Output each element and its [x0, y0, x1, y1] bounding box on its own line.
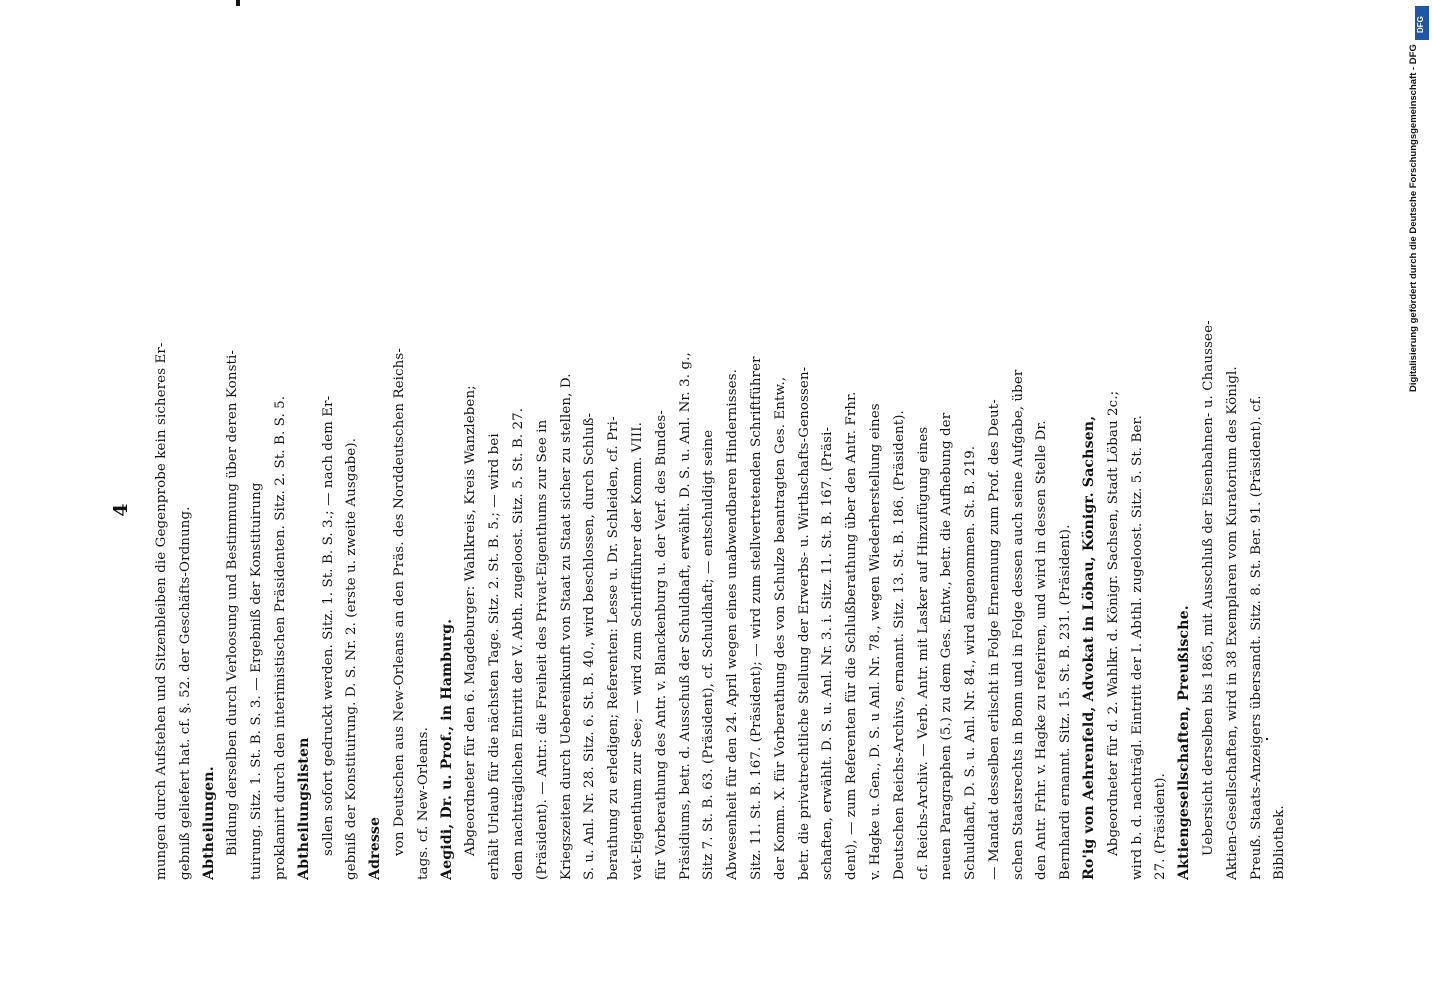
text-line: tags. cf. New-Orleans.: [415, 727, 431, 880]
text-line: dem nachträglichen Eintritt der V. Abth. zugeloost. Sitz. 5. St. B. 27.: [510, 407, 526, 880]
text-line: Bibliothek.: [1272, 805, 1288, 880]
text-line: den Antr. Frhr. v. Hagke zu referiren, und wird in dessen Stelle Dr.: [1034, 420, 1050, 880]
text-line: Abgeordneter für den 6. Magdeburger: Wahlkreis, Kreis Wanzleben;: [463, 385, 479, 856]
text-line: Uebersicht derselben bis 1865, mit Ausschluß der Eisenbahnen- u. Chaussee-: [1201, 320, 1217, 856]
text-line: Abwesenheit für den 24. April wegen eines unabwendbaren Hindernisses.: [725, 368, 741, 880]
text-line: dent), — zum Referenten für die Schlußberathung über den Antr. Frhr.: [844, 391, 860, 880]
text-line: neuen Paragraphen (5.) zu dem Ges. Entw., betr. die Aufhebung der: [939, 412, 955, 880]
text-line: Abgeordneter für d. 2. Wahlkr. d. Königr. Sachsen, Stadt Löbau 2c.;: [1105, 390, 1121, 856]
scan-edge-mark: [236, 0, 240, 6]
scan-edge-mark: [1266, 738, 1268, 740]
text-line: Sitz. 11. St. B. 167. (Präsident); — wird zum stellvertretenden Schriftführer: [748, 356, 764, 880]
entry-heading: Adresse: [367, 816, 384, 880]
text-line: für Vorberathung des Antr. v. Blanckenburg u. der Verf. des Bundes-: [653, 409, 669, 880]
entry-heading: Aktiengesellschaften, Preußische.: [1176, 605, 1193, 880]
text-line: cf. Reichs-Archiv. — Verb. Antr. mit Lasker auf Hinzufügung eines: [915, 426, 931, 880]
text-line: Deutschen Reichs-Archivs, ernannt. Sitz. 13. St. B. 186. (Präsident).: [891, 410, 907, 880]
text-line: vat-Eigenthum zur See; — wird zum Schriftführer der Komm. VIII.: [629, 422, 645, 880]
text-line: wird b. d. nachträgl. Eintritt der I. Abthl. zugeloost. Sitz. 5. St. Ber.: [1129, 415, 1145, 880]
text-line: 27. (Präsident).: [1153, 773, 1169, 880]
text-line: tuirung. Sitz. 1. St. B. S. 3. — Ergebniß der Konstituirung: [249, 482, 265, 880]
entry-heading: Aegidi, Dr. u. Prof., in Hamburg.: [438, 618, 455, 880]
text-line: (Präsident). — Antr.: die Freiheit des Privat-Eigenthums zur See in: [534, 419, 550, 880]
text-line: der Komm. X. für Vorberathung des von Schulze beantragten Ges. Entw.,: [772, 376, 788, 880]
text-line: S. u. Anl. Nr. 28. Sitz. 6. St. B. 40., wird beschlossen, durch Schluß-: [582, 412, 598, 880]
text-line: Preuß. Staats-Anzeigers übersandt. Sitz. 8. St. Ber. 91. (Präsident). cf.: [1248, 395, 1264, 880]
text-line: Kriegszeiten durch Uebereinkunft von Staat zu Staat sicher zu stellen, D.: [558, 373, 574, 880]
text-line: gebniß der Konstituirung. D. S. Nr. 2. (erste u. zweite Ausgabe).: [344, 438, 360, 880]
text-line: schaften, erwählt. D. S. u. Anl. Nr. 3. i. Sitz. 11. St. B. 167. (Präsi-: [820, 426, 836, 880]
text-line: sollen sofort gedruckt werden. Sitz. 1. St. B. S. 3.; — nach dem Er-: [320, 395, 336, 856]
text-line: proklamirt durch den interimistischen Präsidenten. Sitz. 2. St. B. S. 5.: [272, 395, 288, 880]
entry-heading: Ro'ig von Aehrenfeld, Advokat in Löbau, Königr. Sachsen,: [1081, 415, 1098, 880]
text-line: Bernhardi ernannt. Sitz. 15. St. B. 231. (Präsident).: [1058, 524, 1074, 880]
text-line: mungen durch Aufstehen und Sitzenbleiben die Gegenprobe kein sicheres Er-: [154, 342, 169, 880]
text-line: Präsidiums, betr. d. Ausschuß der Schuldhaft, erwählt. D. S. u. Anl. Nr. 3. g.,: [677, 352, 693, 880]
text-line: Schuldhaft, D. S. u. Anl. Nr. 84., wird angenommen. St. B. 219.: [963, 445, 979, 880]
text-line: berathung zu erledigen; Referenten: Lesse u. Dr. Schleiden, cf. Pri-: [606, 416, 622, 880]
digitization-note: Digitalisierung gefördert durch die Deutsche Forschungsgemeinschaft - DFG: [1408, 44, 1419, 392]
text-line: erhält Urlaub für die nächsten Tage. Sitz. 2. St. B. 5.; — wird bei: [487, 433, 503, 880]
text-line: gebniß geliefert hat. cf. §. 52. der Geschäfts-Ordnung.: [177, 506, 193, 880]
text-line: Bildung derselben durch Verloosung und Bestimmung über deren Konsti-: [225, 349, 241, 856]
entry-heading: Abtheilungslisten: [295, 737, 312, 880]
rotated-document-body: [110, 140, 1300, 880]
text-line: Aktien-Gesellschaften, wird in 38 Exemplaren vom Kuratorium des Königl.: [1224, 366, 1240, 880]
text-column: [150, 140, 1292, 880]
text-line: schen Staatsrechts in Bonn und in Folge dessen auch seine Aufgabe, über: [1010, 369, 1026, 880]
text-line: v. Hagke u. Gen., D. S. u Anl. Nr. 78., wegen Wiederherstellung eines: [867, 403, 883, 880]
text-line: Sitz 7. St. B. 63. (Präsident), cf. Schuldhaft; — entschuldigt seine: [701, 429, 717, 880]
text-line: von Deutschen aus New-Orleans an den Präs. des Norddeutschen Reichs-: [391, 348, 407, 856]
text-line: — Mandat desselben erlischt in Folge Ernennung zum Prof. des Deut-: [986, 399, 1002, 880]
dfg-logo-text: DFG: [1416, 16, 1425, 33]
entry-heading: Abtheilungen.: [200, 766, 217, 880]
text-line: betr. die privatrechtliche Stellung der Erwerbs- u. Wirthschafts-Genossen-: [796, 366, 812, 880]
page-number: 4: [110, 503, 132, 517]
